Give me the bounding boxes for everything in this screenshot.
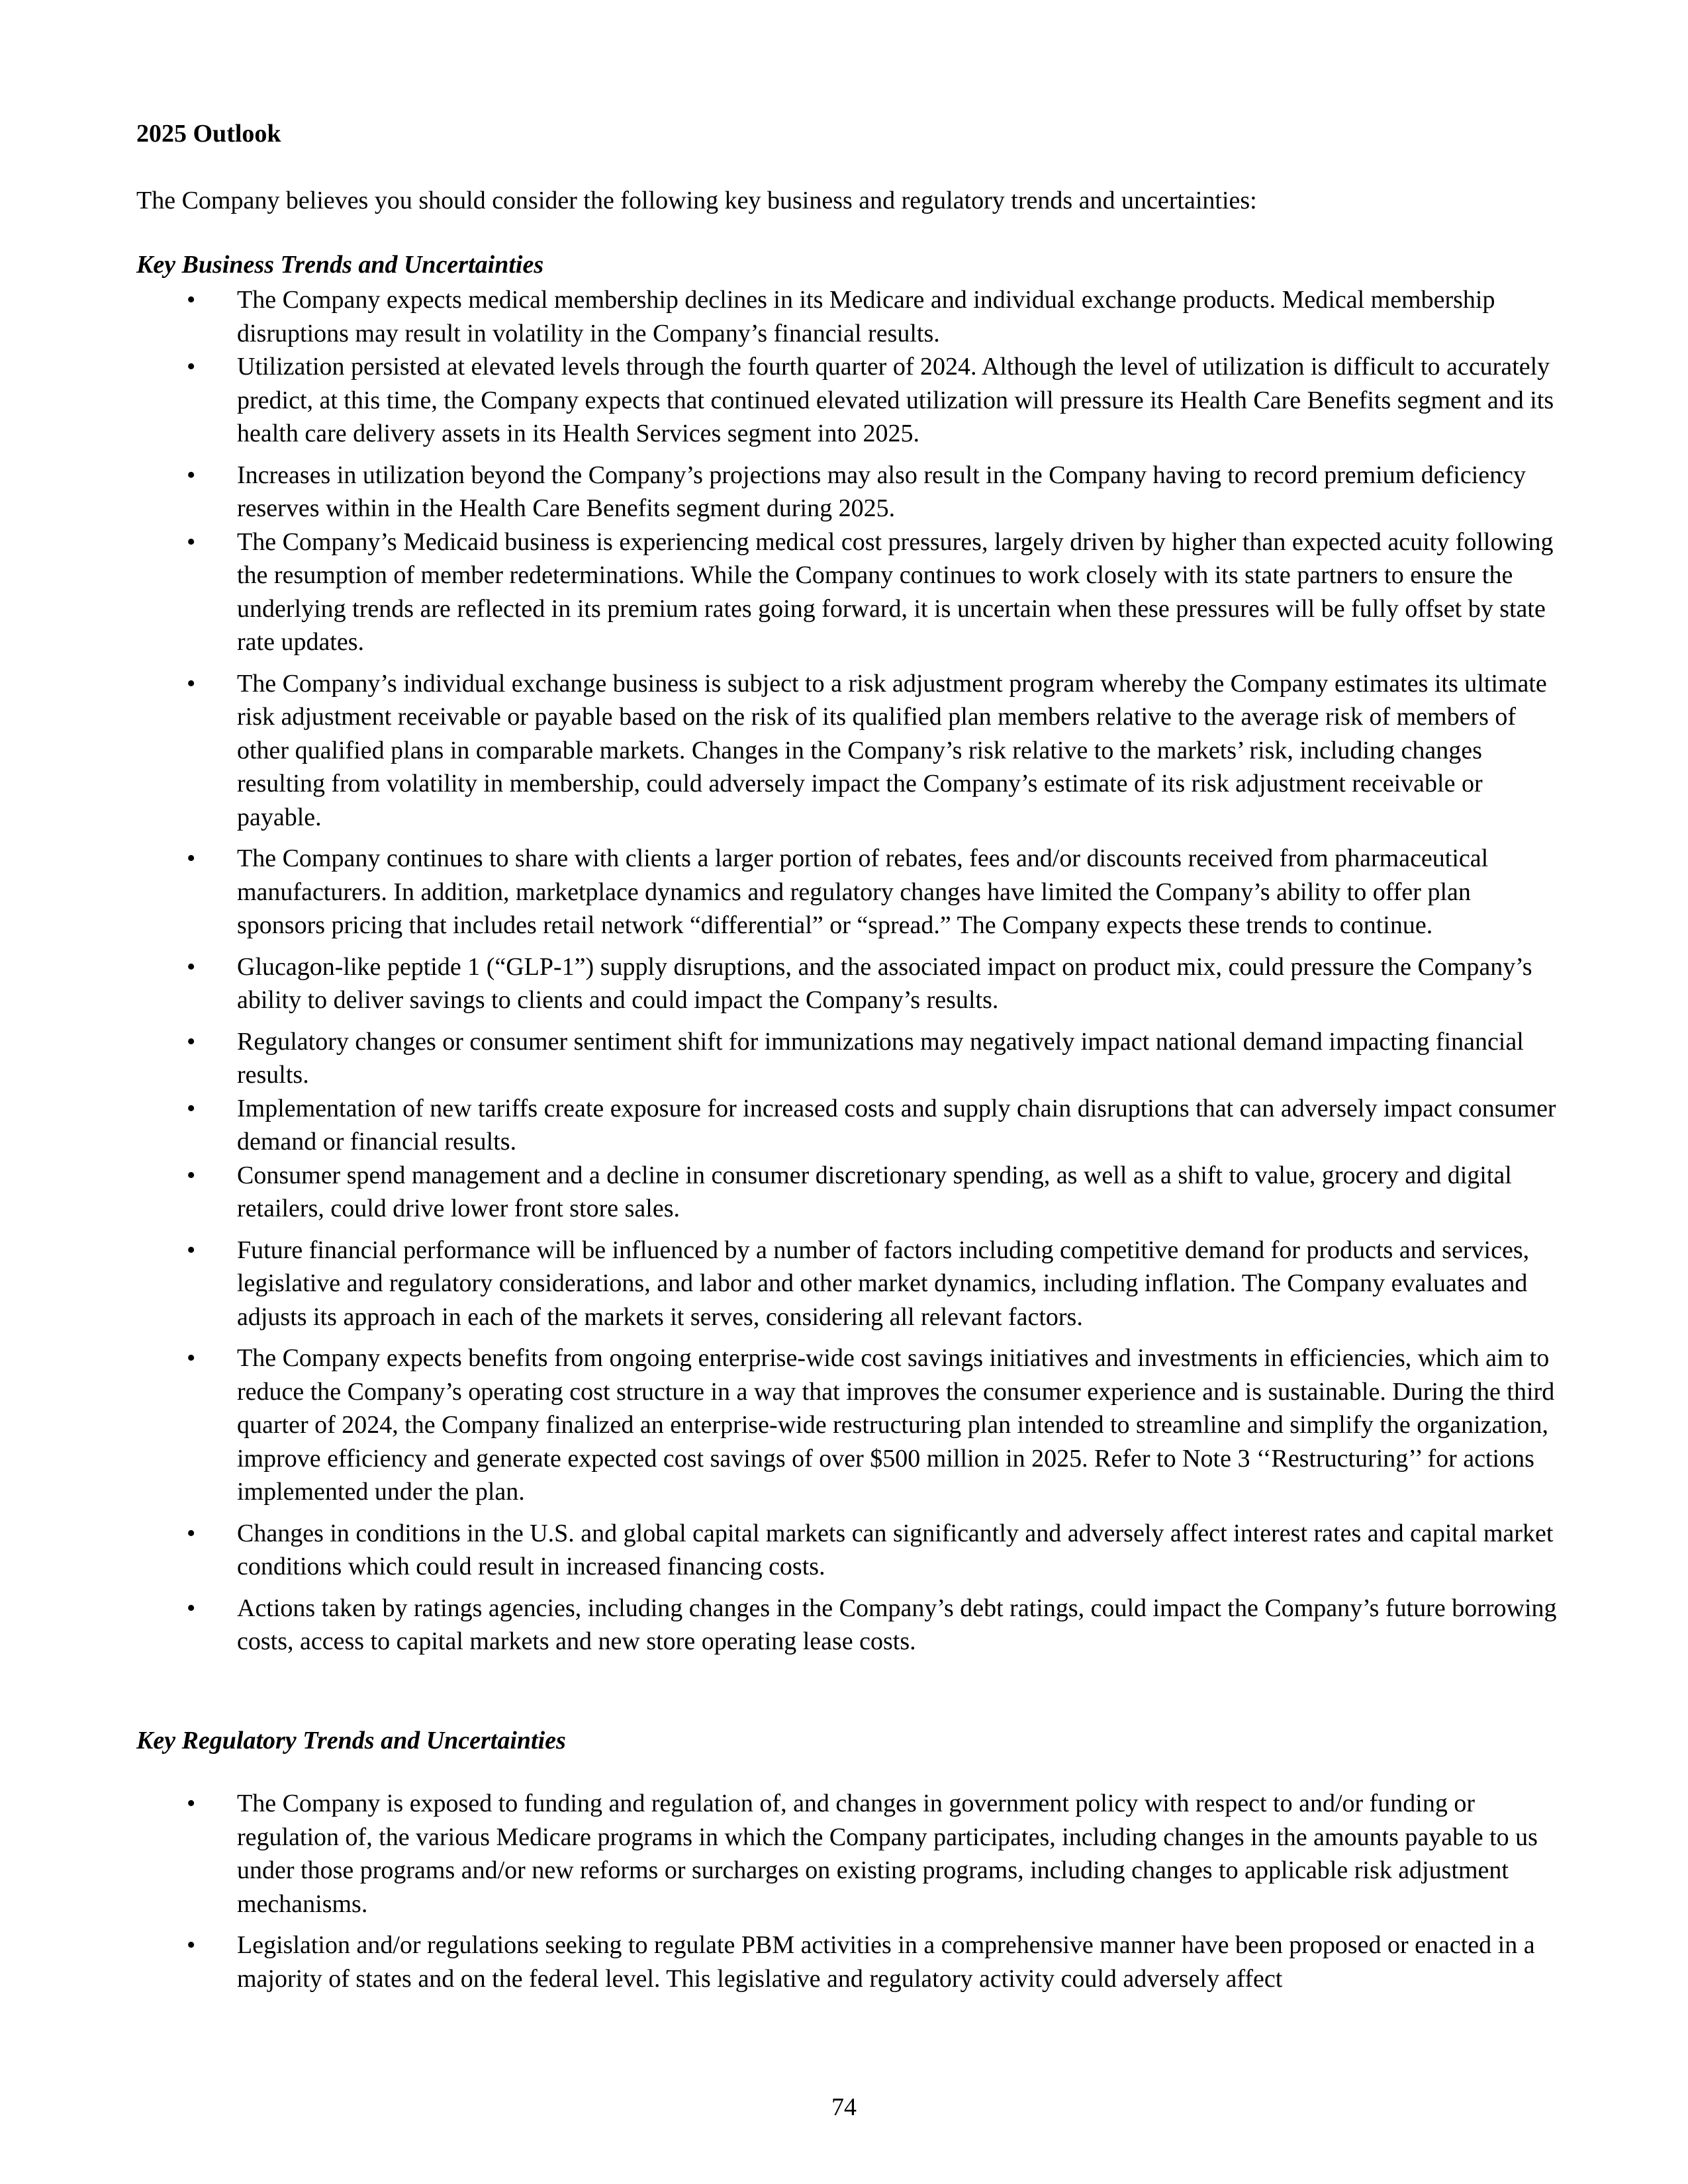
intro-paragraph: The Company believes you should consider the following key business and regulatory trends and uncertainties: [136, 187, 1257, 214]
list-item [0, 842, 1561, 942]
list-item [0, 1159, 1561, 1226]
list-item-text: Utilization persisted at elevated levels through the fourth quarter of 2024. Although the level of utilization is difficult to accurately predict, at this time, the Company expects that continued elevated utilization will pressure its Health Care Benefits segment and its health care delivery assets in its Health Services segment into 2025. [237, 353, 1554, 447]
business-trends-heading: Key Business Trends and Uncertainties [136, 251, 544, 279]
list-item-text: Implementation of new tariffs create exposure for increased costs and supply chain disruptions that can adversely impact consumer demand or financial results. [237, 1094, 1556, 1156]
bullet-icon: • [187, 1790, 196, 1817]
list-item-text: The Company expects benefits from ongoing enterprise-wide cost savings initiatives and investments in efficiencies, which aim to reduce the Company’s operating cost structure in a way that improves the consumer experience and is sustainable. During the third quarter of 2024, the Company finalized an enterprise-wide restructuring plan intended to streamline and simplify the organization, improve efficiency and generate expected cost savings of over $500 million in 2025. Refer to Note 3 ‘‘Restructuring’’ for actions implemented under the plan. [237, 1344, 1555, 1506]
list-item [0, 1025, 1561, 1092]
list-item-text: The Company continues to share with clients a larger portion of rebates, fees and/or discounts received from pharmaceutical manufacturers. In addition, marketplace dynamics and regulatory changes have limited the Company’s ability to offer plan sponsors pricing that includes retail network “differential” or “spread.” The Company expects these trends to continue. [237, 844, 1489, 939]
list-item-text: Future financial performance will be influenced by a number of factors including competitive demand for products and services, legislative and regulatory considerations, and labor and other market dynamics, including inflation. The Company evaluates and adjusts its approach in each of the markets it serves, considering all relevant factors. [237, 1236, 1530, 1331]
list-item-text: Changes in conditions in the U.S. and global capital markets can significantly and adversely affect interest rates and capital market conditions which could result in increased financing costs. [237, 1519, 1554, 1580]
bullet-icon: • [187, 669, 196, 698]
list-item [0, 1517, 1561, 1584]
bullet-icon: • [187, 461, 196, 489]
bullet-icon: • [187, 1519, 196, 1547]
list-item-text: The Company expects medical membership declines in its Medicare and individual exchange products. Medical membership disruptions may result in volatility in the Company’s financial results. [237, 286, 1495, 347]
list-item [0, 667, 1561, 835]
section-heading: 2025 Outlook [136, 120, 281, 148]
list-item-text: Actions taken by ratings agencies, including changes in the Company’s debt ratings, could impact the Company’s future borrowing costs, access to capital markets and new store operating lease costs. [237, 1594, 1557, 1655]
bullet-icon: • [187, 353, 196, 381]
bullet-icon: • [187, 952, 196, 981]
list-item-text: Consumer spend management and a decline in consumer discretionary spending, as well as a shift to value, grocery and digital retailers, could drive lower front store sales. [237, 1161, 1512, 1222]
list-item [0, 1592, 1561, 1659]
list-item [0, 350, 1561, 451]
list-item [0, 1092, 1561, 1159]
bullet-icon: • [187, 1931, 196, 1959]
bullet-icon: • [187, 1161, 196, 1189]
list-item [0, 283, 1561, 350]
regulatory-trends-heading: Key Regulatory Trends and Uncertainties [136, 1727, 566, 1754]
list-item [0, 950, 1561, 1017]
list-item [0, 1787, 1561, 1921]
list-item-text: The Company’s Medicaid business is experiencing medical cost pressures, largely driven by higher than expected acuity following the resumption of member redeterminations. While the Company continues to work closely with its state partners to ensure the underlying trends are reflected in its premium rates going forward, it is uncertain when these pressures will be fully offset by state rate updates. [237, 527, 1554, 656]
list-item [0, 1929, 1561, 1995]
bullet-icon: • [187, 1594, 196, 1622]
list-item-text: Legislation and/or regulations seeking to regulate PBM activities in a comprehensive manner have been proposed or enacted in a majority of states and on the federal level. This legislative and regulatory activity could adversely affect [237, 1931, 1535, 1993]
list-item-text: Regulatory changes or consumer sentiment shift for immunizations may negatively impact national demand impacting financial results. [237, 1027, 1524, 1089]
business-trends-list [0, 283, 1688, 1659]
regulatory-trends-list [0, 1787, 1688, 1995]
bullet-icon: • [187, 844, 196, 872]
list-item-text: The Company’s individual exchange business is subject to a risk adjustment program whereby the Company estimates its ultimate risk adjustment receivable or payable based on the risk of its qualified plan members relative to the average risk of members of other qualified plans in comparable markets. Changes in the Company’s risk relative to the markets’ risk, including changes resulting from volatility in membership, could adversely impact the Company’s estimate of its risk adjustment receivable or payable. [237, 669, 1547, 831]
bullet-icon: • [187, 1344, 196, 1372]
bullet-icon: • [187, 1094, 196, 1122]
list-item [0, 525, 1561, 659]
bullet-icon: • [187, 286, 196, 314]
list-item [0, 1342, 1561, 1509]
bullet-icon: • [187, 527, 196, 556]
bullet-icon: • [187, 1236, 196, 1264]
list-item-text: Glucagon-like peptide 1 (“GLP-1”) supply disruptions, and the associated impact on product mix, could pressure the Company’s ability to deliver savings to clients and could impact the Company’s results. [237, 952, 1532, 1014]
bullet-icon: • [187, 1027, 196, 1056]
page-number: 74 [831, 2093, 857, 2121]
list-item-text: The Company is exposed to funding and regulation of, and changes in government policy with respect to and/or funding or regulation of, the various Medicare programs in which the Company participates, including changes in the amounts payable to us under those programs and/or new reforms or surcharges on existing programs, including changes to applicable risk adjustment mechanisms. [237, 1790, 1538, 1918]
list-item-text: Increases in utilization beyond the Company’s projections may also result in the Company having to record premium deficiency reserves within in the Health Care Benefits segment during 2025. [237, 461, 1526, 522]
list-item [0, 1234, 1561, 1334]
list-item [0, 459, 1561, 525]
